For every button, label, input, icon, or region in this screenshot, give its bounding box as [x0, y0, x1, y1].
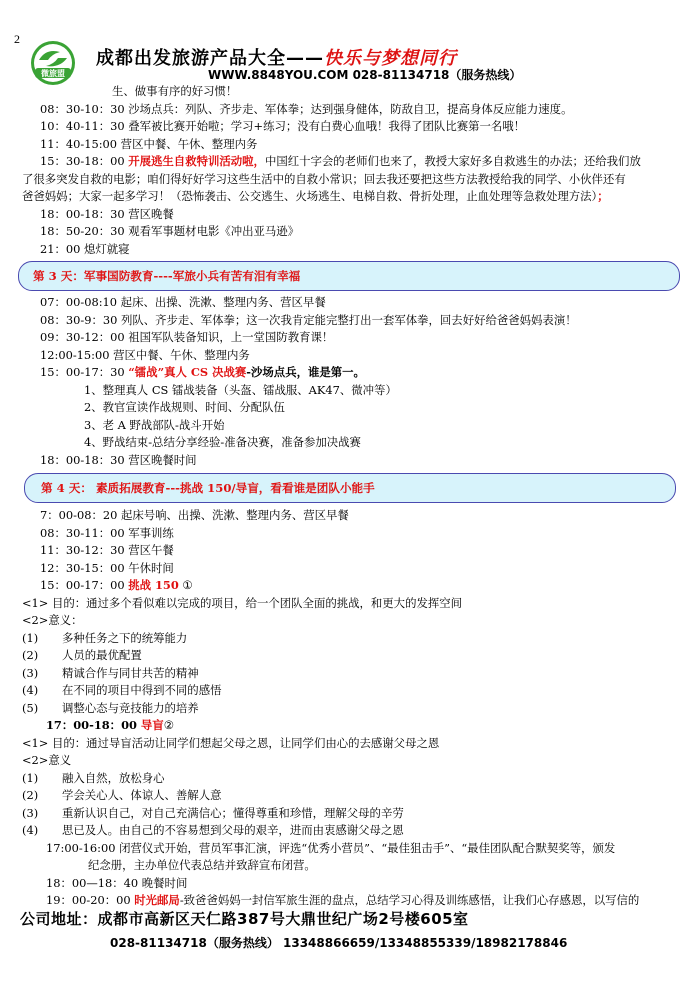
day4-line: 08：30-11：00 军事训练 — [40, 525, 174, 540]
logo-text: 微旅盟 — [41, 69, 65, 78]
list-item: 3、老 A 野战部队-战斗开始 — [84, 417, 225, 432]
highlight-text: 导盲 — [140, 718, 164, 732]
day2-line — [0, 153, 700, 171]
item-text: 学会关心人、体谅人、善解人意 — [62, 788, 222, 802]
page-number: 2 — [14, 32, 20, 46]
day3-line: 07：00-08:10 起床、出操、洗漱、整理内务、营区早餐 — [40, 295, 326, 309]
time-text: 15：30-18：00 — [40, 154, 129, 168]
meaning-label: <2>意义 — [22, 753, 72, 767]
item-text: 思已及人。由自己的不容易想到父母的艰辛，进而由衷感谢父母之恩 — [62, 823, 404, 837]
day4-line — [0, 717, 700, 735]
line-text: 中国红十字会的老师们也来了，教授大家好多自救逃生的办法；还给我们放 — [264, 154, 641, 168]
highlight-text: 开展逃生自救特训活动啦， — [128, 154, 265, 168]
day3-line: 18：00-18：30 营区晚餐时间 — [40, 452, 197, 467]
day3-banner: 第 3 天：军事国防教育----军旅小兵有苦有泪有幸福 — [18, 261, 680, 291]
list-item — [0, 822, 700, 840]
time-text: 15：00-17：30 — [40, 365, 129, 379]
line-text: -沙场点兵，谁是第一。 — [246, 365, 365, 379]
day3-line: 09：30-12：00 祖国军队装备知识，上一堂国防教育课！ — [40, 330, 334, 344]
item-text: 在不同的项目中得到不同的感悟 — [62, 683, 222, 697]
day4-line — [0, 892, 700, 910]
header-title-text: 成都出发旅游产品大全—— — [96, 48, 324, 69]
goal-line: <1> 目的：通过多个看似难以完成的项目，给一个团队全面的挑战，和更大的发挥空间 — [22, 595, 463, 610]
day2-line: 21：00 熄灯就寝 — [40, 241, 130, 256]
logo-icon — [30, 40, 76, 86]
goal-line: <1> 目的：通过导盲活动让同学们想起父母之恩，让同学们由心的去感谢父母之恩 — [22, 735, 440, 750]
list-item — [0, 647, 700, 665]
time-text: 17：00-18：00 — [46, 718, 141, 732]
circled-mark: ① — [178, 578, 193, 592]
list-item: 4、野战结束-总结分享经验-准备决赛，准备参加决战赛 — [84, 435, 361, 449]
day3-line — [0, 364, 700, 382]
day4-line: 纪念册，主办单位代表总结并致辞宣布闭营。 — [88, 858, 316, 872]
item-text: 重新认识自己，对自己充满信心；懂得尊重和珍惜，理解父母的辛劳 — [62, 805, 404, 820]
highlight-text: 挑战 150 — [128, 578, 179, 592]
day4-line — [0, 577, 700, 595]
day4-line: 12：30-15：00 午休时间 — [40, 560, 174, 575]
list-item — [0, 665, 700, 683]
day2-continuation: 生、做事有序的好习惯！ — [112, 84, 238, 98]
list-item: 1、整理真人 CS 镭战装备（头盔、镭战服、AK47、微冲等） — [84, 382, 397, 397]
day2-line: 了很多突发自救的电影；咱们得好好学习这些生活中的自救小常识；回去我还要把这些方法教授给我的同学、小伙伴还有 — [22, 171, 626, 186]
day2-line: 18：00-18：30 营区晚餐 — [40, 206, 174, 221]
footer-address: 公司地址：成都市高新区天仁路387号大鼎世纪广场2号楼605室 — [20, 910, 469, 928]
list-item — [0, 805, 700, 823]
item-number: (5) — [22, 700, 39, 715]
line-text: 爸爸妈妈；大家一起多学习！（恐怖袭击、公交逃生、火场逃生、电梯自救、骨折处理，止血处理等急救处理方法） — [22, 189, 598, 203]
item-text: 融入自然，放松身心 — [62, 770, 165, 785]
item-number: (1) — [22, 770, 39, 785]
item-text: 精诚合作与同甘共苦的精神 — [62, 665, 199, 680]
day3-line: 08：30-9：30 列队、齐步走、军体拳；这一次我肯定能完整打出一套军体拳，回去好好给爸爸妈妈表演！ — [40, 312, 577, 327]
time-text: 15：00-17：00 — [40, 578, 129, 592]
header-website: WWW.8848YOU.COM 028-81134718（服务热线） — [208, 68, 522, 82]
day4-line: 17:00-16:00 闭营仪式开始，营员军事汇演，评选“优秀小营员”、“最佳狙击手”、“最佳团队配合默契奖等，颁发 — [46, 840, 616, 855]
list-item — [0, 787, 700, 805]
time-text: 19：00-20：00 — [46, 893, 135, 907]
list-item: 2、教官宣读作战规则、时间、分配队伍 — [84, 400, 285, 414]
item-number: (4) — [22, 683, 39, 697]
list-item — [0, 700, 700, 718]
item-number: (1) — [22, 630, 39, 645]
item-number: (3) — [22, 665, 39, 680]
company-logo — [30, 40, 76, 86]
item-text: 多种任务之下的统筹能力 — [62, 630, 188, 645]
line-end: ； — [597, 189, 609, 203]
highlight-text: “镭战”真人 CS 决战赛 — [128, 365, 247, 379]
day4-banner: 第 4 天： 素质拓展教育---挑战 150/导盲，看看谁是团队小能手 — [24, 473, 676, 503]
day2-line: 11：40-15:00 营区中餐、午休、整理内务 — [40, 136, 258, 151]
day2-line: 10：40-11：30 叠军被比赛开始啦；学习+练习；没有白费心血哦！我得了团队比赛第一名哦！ — [40, 119, 526, 133]
day4-line: 7：00-08：20 起床号响、出操、洗漱、整理内务、营区早餐 — [40, 508, 349, 522]
item-text: 人员的最优配置 — [62, 648, 142, 662]
day2-line: 18：50-20：30 观看军事题材电影《冲出亚马逊》 — [40, 224, 300, 238]
footer-phones: 028-81134718（服务热线） 13348866659/13348855339/18982178846 — [110, 936, 568, 950]
item-number: (4) — [22, 823, 39, 837]
itinerary-content — [0, 83, 700, 910]
day2-line: 08：30-10：30 沙场点兵：列队、齐步走、军体拳；达到强身健体，防敌自卫，提高身体反应能力速度。 — [40, 101, 573, 116]
item-number: (2) — [22, 788, 39, 802]
circled-mark: ② — [163, 718, 174, 732]
list-item — [0, 682, 700, 700]
item-text: 调整心态与竞技能力的培养 — [62, 700, 199, 715]
list-item — [0, 630, 700, 648]
day4-line: 18：00—18：40 晚餐时间 — [46, 875, 188, 890]
day3-line: 12:00-15:00 营区中餐、午休、整理内务 — [40, 347, 250, 362]
item-number: (2) — [22, 648, 39, 662]
line-text: -致爸爸妈妈一封信军旅生涯的盘点，总结学习心得及训练感悟，让我们心存感恩，以写信的 — [179, 893, 640, 907]
item-number: (3) — [22, 805, 39, 820]
highlight-text: 时光邮局 — [134, 893, 180, 907]
list-item — [0, 770, 700, 788]
header-slogan: 快乐与梦想同行 — [324, 48, 457, 69]
day2-line — [0, 188, 700, 206]
day4-line: 11：30-12：30 营区午餐 — [40, 543, 174, 557]
meaning-label: <2>意义： — [22, 613, 83, 627]
